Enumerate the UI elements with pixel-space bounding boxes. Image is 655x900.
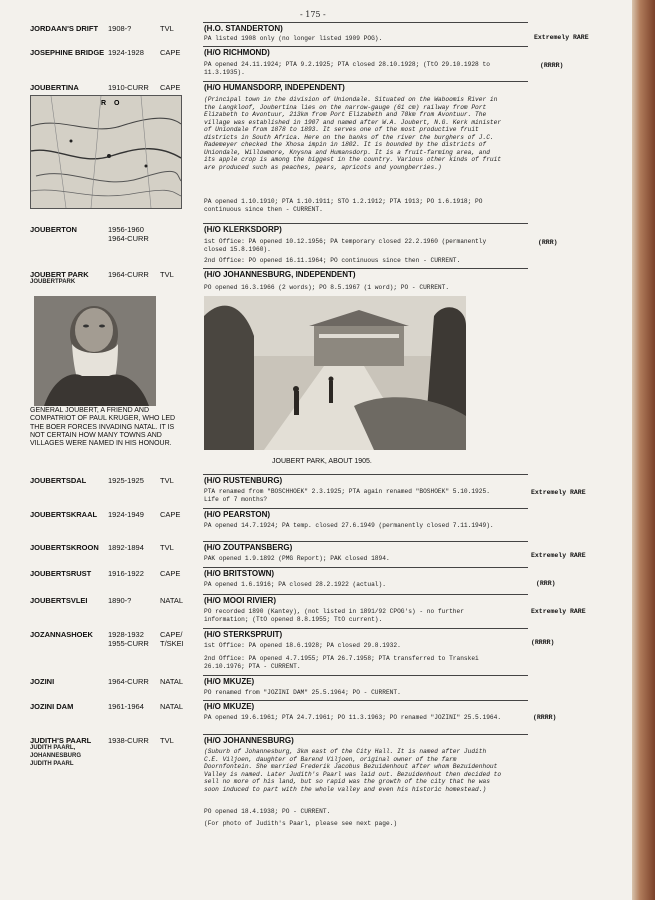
entry-years: 1890-? [108, 596, 132, 605]
entry-rarity: (RRR) [536, 580, 556, 587]
entry-head-office: (H/O JOHANNESBURG) [204, 736, 294, 745]
entry-rarity: (RRR) [538, 239, 558, 246]
entry-alt-name: JOUBERTPARK [30, 279, 76, 285]
entry-head-office: (H/O MOOI RIVIER) [204, 596, 276, 605]
entry-text: PO recorded 1890 (Kantey), (not listed in 1891/92 CPOG's) - no further information; (TtO opened 8.8.1955; TtO current). [204, 608, 464, 623]
entry-years: 1924-1949 [108, 510, 144, 519]
entry-years: 1910-CURR [108, 83, 149, 92]
entry-name: JOUBERTSKRAAL [30, 510, 98, 519]
entry-alt-name-2: JOHANNESBURG [30, 753, 82, 759]
entry-head-office: (H/O RICHMOND) [204, 48, 270, 57]
entry-name: JOUBERTSKROON [30, 543, 99, 552]
entry-text: 1st Office: PA opened 18.6.1928; PA closed 29.8.1932. [204, 642, 401, 649]
entry-years: 1925-1925 [108, 476, 144, 485]
entry-years: 1908-? [108, 24, 132, 33]
entry-province-2: T/SKEI [160, 639, 184, 648]
page-number: - 175 - [300, 10, 326, 19]
entry-rarity: Extremely RARE [534, 34, 589, 41]
entry-name: JOSEPHINE BRIDGE [30, 48, 105, 57]
entry-text: PA listed 1908 only (no longer listed 1909 POG). [204, 35, 383, 42]
portrait-caption: GENERAL JOUBERT, A FRIEND AND COMPATRIOT OF PAUL KRUGER, WHO LED THE BOER FORCES INVADING NATAL. IT IS NOT CERTAIN HOW MANY TOWNS AND VILLAGES WERE NAMED IN HIS HONOUR. [30, 407, 176, 448]
entry-rarity: (RRRR) [540, 62, 564, 69]
entry-text: PO renamed from "JOZINI DAM" 25.5.1964; PO - CURRENT. [204, 689, 401, 696]
entry-province: TVL [160, 24, 174, 33]
portrait-illustration [34, 296, 156, 406]
entry-name: JUDITH'S PAARL [30, 736, 92, 745]
entry-years: 1964-CURR [108, 270, 149, 279]
entry-name: JOUBERTON [30, 225, 77, 234]
entry-alt-name-3: JUDITH PAARL [30, 761, 74, 767]
entry-note: (For photo of Judith's Paarl, please see next page.) [204, 820, 398, 827]
entry-province: NATAL [160, 677, 184, 686]
entry-province: CAPE [160, 569, 181, 578]
portrait-photo [34, 296, 156, 406]
entry-rarity: Extremely RARE [531, 552, 586, 559]
entry-years: 1961-1964 [108, 702, 144, 711]
entry-text: PA opened 14.7.1924; PA temp. closed 27.6.1949 (permanently closed 7.11.1949). [204, 522, 494, 529]
entry-text: 1st Office: PA opened 10.12.1956; PA temporary closed 22.2.1960 (permanently closed 15.8.1960). [204, 238, 487, 253]
entry-name: JOZINI [30, 677, 55, 686]
entry-province: TVL [160, 270, 174, 279]
entry-head-office: (H/O MKUZE) [204, 677, 255, 686]
book-edge [632, 0, 655, 900]
entry-name: JOUBERTSDAL [30, 476, 87, 485]
entry-description: (Suburb of Johannesburg, 3km east of the City Hall. It is named after Judith C.E. Viljoen, daughter of Barend Viljoen, original owner of the farm Doornfontein. She married Frederik Jacobus Bezuidenhout after whom Bezuidenhout Valley is named. Later Judith's Paarl was laid out. Bezuidenhout then decided to sell no more of his land, but so rapid was the growth of the city that he was soon induced to part with the whole valley and even his historic homestead.) [204, 748, 502, 793]
entry-head-office: (H/O KLERKSDORP) [204, 225, 282, 234]
entry-province: NATAL [160, 702, 184, 711]
entry-province: TVL [160, 476, 174, 485]
entry-name: JORDAAN'S DRIFT [30, 24, 99, 33]
entry-province: TVL [160, 736, 174, 745]
entry-years: 1916-1922 [108, 569, 144, 578]
entry-text: PA opened 1.6.1916; PA closed 28.2.1922 (actual). [204, 581, 386, 588]
entry-text: PA opened 19.6.1961; PTA 24.7.1961; PO 11.3.1963; PO renamed "JOZINI" 25.5.1964. [204, 714, 502, 721]
entry-description: (Principal town in the division of Uniondale. Situated on the Waboomis River in the Langkloof, Joubertina lies on the narrow-gauge (61 cm) railway from Port Elizabeth to Avontuur, 213km from Port Elizabeth and 70km from Avontuur. The village was established in 1907 and named after W.A. Joubert, N.G. Kerk minister of Uniondale from 1878 to 1893. It serves one of the most productive fruit districts in South Africa. Here on the banks of the river the burghers of J.C. Rademeyer checked the Xhosa impin in 1802. It is bounded by the districts of Uniondale, Willowmore, Knysna and Humansdorp. It is a fruit-farming area, and its apple crop is among the biggest in the country. Various other kinds of fruit are produced such as peaches, pears, apricots and youngberries.) [204, 96, 502, 171]
entry-province: CAPE [160, 48, 181, 57]
entry-name: JOUBERT PARK [30, 270, 89, 279]
map-label: R O [101, 100, 123, 107]
entry-text: PA opened 24.11.1924; PTA 9.2.1925; PTA closed 28.10.1928; (TtO 29.10.1928 to 11.3.1935). [204, 61, 490, 76]
entry-head-office: (H/O JOHANNESBURG, INDEPENDENT) [204, 270, 356, 279]
entry-head-office: (H/O BRITSTOWN) [204, 569, 275, 578]
entry-head-office: (H/O RUSTENBURG) [204, 476, 283, 485]
entry-province: CAPE/ [160, 630, 183, 639]
joubert-park-photo [204, 296, 466, 450]
entry-years: 1956-1960 [108, 225, 144, 234]
entry-province: CAPE [160, 83, 181, 92]
entry-head-office: (H/O MKUZE) [204, 702, 255, 711]
entry-head-office: (H/O ZOUTPANSBERG) [204, 543, 293, 552]
entry-name: JOZANNASHOEK [30, 630, 93, 639]
entry-head-office: (H/O PEARSTON) [204, 510, 271, 519]
entry-name: JOUBERTSVLEI [30, 596, 88, 605]
entry-years: 1964-CURR [108, 677, 149, 686]
entry-text: PO opened 16.3.1966 (2 words); PO 8.5.1967 (1 word); PO - CURRENT. [204, 284, 450, 291]
entry-name: JOZINI DAM [30, 702, 74, 711]
entry-province: CAPE [160, 510, 181, 519]
entry-text: PA opened 1.10.1910; PTA 1.10.1911; STO 1.2.1912; PTA 1913; PO 1.6.1918; PO continuous since then - CURRENT. [204, 198, 483, 213]
entry-years: 1938-CURR [108, 736, 149, 745]
entry-name: JOUBERTSRUST [30, 569, 92, 578]
entry-rarity: (RRRR) [531, 639, 555, 646]
entry-rarity: (RRRR) [533, 714, 557, 721]
entry-years-2: 1964-CURR [108, 234, 149, 243]
map-image [30, 95, 182, 209]
entry-alt-name: JUDITH PAARL, [30, 745, 76, 751]
entry-years: 1892-1894 [108, 543, 144, 552]
entry-rarity: Extremely RARE [531, 489, 586, 496]
map-illustration [31, 96, 181, 208]
entry-years: 1924-1928 [108, 48, 144, 57]
entry-head-office: (H.O. STANDERTON) [204, 24, 283, 33]
entry-name: JOUBERTINA [30, 83, 79, 92]
entry-head-office: (H/O HUMANSDORP, INDEPENDENT) [204, 83, 345, 92]
entry-text-2: 2nd Office: PO opened 16.11.1964; PO continuous since then - CURRENT. [204, 257, 461, 264]
entry-years-2: 1955-CURR [108, 639, 149, 648]
entry-text: PAK opened 1.9.1892 (PMG Report); PAK closed 1894. [204, 555, 390, 562]
photo-caption: JOUBERT PARK, ABOUT 1905. [272, 458, 372, 465]
park-illustration [204, 296, 466, 450]
entry-head-office: (H/O STERKSPRUIT) [204, 630, 283, 639]
entry-text-2: 2nd Office: PA opened 4.7.1955; PTA 26.7.1958; PTA transferred to Transkei 26.10.1976; PTA - CURRENT. [204, 655, 479, 670]
entry-years: 1928-1932 [108, 630, 144, 639]
entry-province: TVL [160, 543, 174, 552]
entry-rarity: Extremely RARE [531, 608, 586, 615]
entry-text: PO opened 18.4.1938; PO - CURRENT. [204, 808, 331, 815]
entry-province: NATAL [160, 596, 184, 605]
entry-text: PTA renamed from "BOSCHHOEK" 2.3.1925; PTA again renamed "BOSHOEK" 5.10.1925. Life of 7 months? [204, 488, 490, 503]
